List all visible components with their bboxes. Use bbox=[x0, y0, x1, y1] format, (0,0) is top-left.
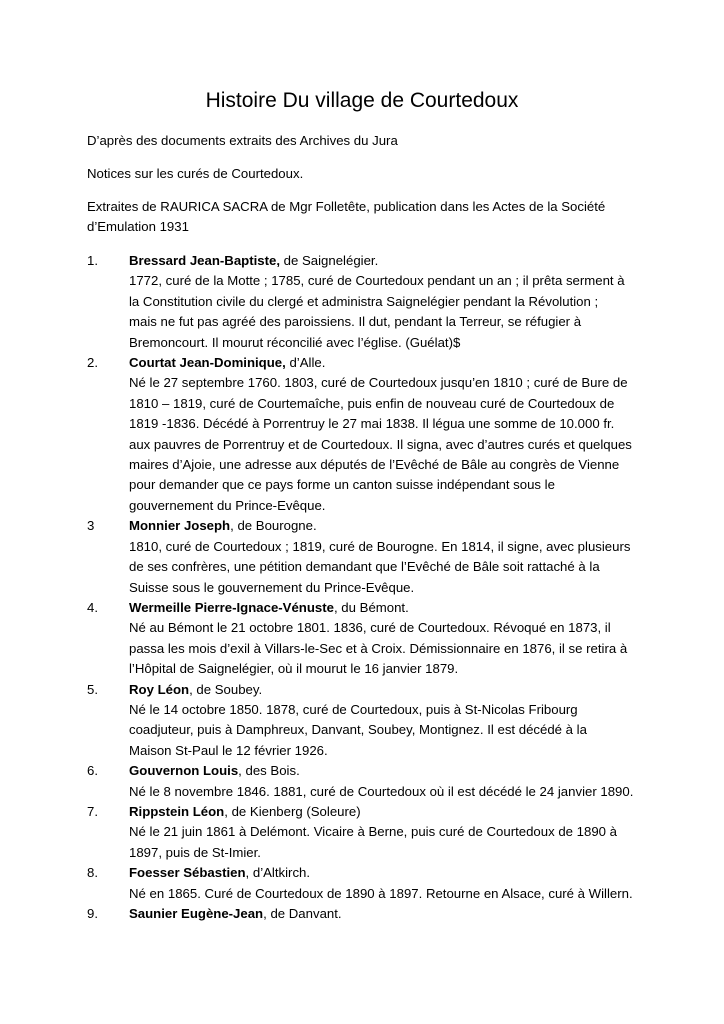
cure-notice-line: coadjuteur, puis à Damphreux, Danvant, Soubey, Montignez. Il est décédé à la bbox=[129, 722, 587, 738]
list-item bbox=[87, 904, 647, 924]
cure-heading bbox=[129, 598, 647, 618]
cure-notice-line: de ses confrères, une pétition demandant que l’Evêché de Bâle soit rattaché à la bbox=[129, 559, 600, 575]
list-item-body bbox=[129, 516, 647, 598]
cure-origin: , des Bois. bbox=[238, 763, 300, 779]
cure-notice-line: gouvernement du Prince-Evêque. bbox=[129, 497, 326, 513]
list-item-number: 5. bbox=[87, 681, 98, 697]
list-item bbox=[87, 761, 647, 802]
cure-origin: , de Bourogne. bbox=[230, 518, 317, 534]
cure-notice-line: Né le 21 juin 1861 à Delémont. Vicaire à Berne, puis curé de Courtedoux de 1890 à bbox=[129, 824, 618, 840]
cure-notice-line: Né le 27 septembre 1760. 1803, curé de Courtedoux jusqu’en 1810 ; curé de Bure de bbox=[129, 375, 628, 391]
list-item bbox=[87, 251, 647, 353]
list-item-number: 9. bbox=[87, 906, 98, 921]
list-item-body bbox=[129, 680, 647, 762]
cure-heading bbox=[129, 863, 647, 883]
cure-notice-line: Maison St-Paul le 12 février 1926. bbox=[129, 742, 328, 758]
cure-notice-line: aux pauvres de Porrentruy et de Courtedoux. Il signa, avec d’autres curés et quelques bbox=[129, 436, 632, 452]
cure-origin: d’Alle. bbox=[285, 355, 326, 371]
cure-name: Wermeille Pierre-Ignace-Vénuste bbox=[129, 599, 334, 615]
cure-name: Foesser Sébastien bbox=[129, 865, 246, 881]
cure-notice-line: Suisse sous le gouvernement du Prince-Evêque. bbox=[129, 579, 415, 595]
cure-origin: de Saignelégier. bbox=[280, 253, 379, 268]
list-item-number: 3 bbox=[87, 518, 95, 534]
cure-notice-line: Bremoncourt. Il mourut réconcilié avec l’église. (Guélat)$ bbox=[129, 334, 461, 350]
cure-origin: , de Danvant. bbox=[263, 906, 342, 921]
cure-heading bbox=[129, 353, 647, 373]
cure-origin: , du Bémont. bbox=[333, 599, 409, 615]
cure-heading bbox=[129, 761, 647, 781]
list-item-number: 4. bbox=[87, 599, 98, 615]
list-item-body bbox=[129, 904, 647, 924]
cure-heading bbox=[129, 516, 647, 536]
list-item-body bbox=[129, 802, 647, 863]
list-item bbox=[87, 802, 647, 863]
cure-name: Saunier Eugène-Jean bbox=[129, 906, 264, 921]
cure-notice-line: la Constitution civile du clergé et administra Saignelégier pendant la Révolution ; bbox=[129, 293, 599, 309]
list-item-body bbox=[129, 598, 647, 680]
cure-notice-line: Né le 8 novembre 1846. 1881, curé de Courtedoux où il est décédé le 24 janvier 1890. bbox=[129, 783, 634, 799]
list-item-number: 2. bbox=[87, 355, 98, 371]
cure-notice-line: Né le 14 octobre 1850. 1878, curé de Courtedoux, puis à St-Nicolas Fribourg bbox=[129, 701, 578, 717]
cure-heading bbox=[129, 802, 647, 822]
list-item bbox=[87, 680, 647, 762]
cure-name: Monnier Joseph bbox=[129, 518, 231, 534]
cure-origin: , de Soubey. bbox=[189, 681, 263, 697]
list-item bbox=[87, 863, 647, 904]
cures-list bbox=[87, 251, 647, 924]
list-item-body bbox=[129, 863, 647, 904]
cure-name: Rippstein Léon bbox=[129, 803, 225, 819]
cure-heading bbox=[129, 251, 647, 271]
list-item-number: 7. bbox=[87, 803, 98, 819]
cure-notice-line: l’Hôpital de Saignelégier, où il mourut le 16 janvier 1879. bbox=[129, 661, 459, 677]
cure-notice-line: pour demander que ce pays forme un canton suisse indépendant sous le bbox=[129, 477, 555, 493]
cure-notice-line: 1810, curé de Courtedoux ; 1819, curé de Bourogne. En 1814, il signe, avec plusieurs bbox=[129, 538, 631, 554]
cure-notice-line: mais ne fut pas agréé des paroissiens. Il dut, pendant la Terreur, se réfugier à bbox=[129, 314, 582, 330]
document-title: Histoire Du village de Courtedoux bbox=[205, 89, 519, 112]
intro-notices: Notices sur les curés de Courtedoux. bbox=[87, 166, 304, 181]
cure-heading bbox=[129, 904, 647, 924]
list-item bbox=[87, 353, 647, 516]
cure-notice-line: 1772, curé de la Motte ; 1785, curé de Courtedoux pendant un an ; il prêta serment à bbox=[129, 273, 625, 289]
cure-notice-line: 1810 – 1819, curé de Courtemaîche, puis enfin de nouveau curé de Courtedoux de bbox=[129, 395, 615, 411]
cure-name: Roy Léon bbox=[129, 681, 190, 697]
list-item bbox=[87, 598, 647, 680]
list-item-body bbox=[129, 761, 647, 802]
list-item-body bbox=[129, 251, 647, 353]
cure-notice-line: Né en 1865. Curé de Courtedoux de 1890 à 1897. Retourne en Alsace, curé à Willern. bbox=[129, 885, 633, 901]
intro-source: D’après des documents extraits des Archives du Jura bbox=[87, 133, 398, 148]
list-item-number: 6. bbox=[87, 763, 98, 779]
cure-name: Courtat Jean-Dominique, bbox=[129, 355, 286, 371]
intro-extract: Extraites de RAURICA SACRA de Mgr Folletête, publication dans les Actes de la Société d’Emulation 1931 bbox=[87, 199, 606, 235]
cure-notice-line: 1897, puis de St-Imier. bbox=[129, 844, 261, 860]
cure-heading bbox=[129, 680, 647, 700]
cure-notice-line: 1819 -1836. Décédé à Porrentruy le 27 mai 1838. Il légua une somme de 10.000 fr. bbox=[129, 416, 615, 432]
cure-origin: , de Kienberg (Soleure) bbox=[224, 803, 361, 819]
cure-name: Gouvernon Louis bbox=[129, 763, 239, 779]
list-item-number: 8. bbox=[87, 865, 98, 881]
cure-notice-line: Né au Bémont le 21 octobre 1801. 1836, curé de Courtedoux. Révoqué en 1873, il bbox=[129, 620, 611, 636]
cure-notice-line: passa les mois d’exil à Villars-le-Sec et à Croix. Démissionnaire en 1876, il se retira à bbox=[129, 640, 628, 656]
list-item-body bbox=[129, 353, 647, 516]
cure-notice-line: maires d’Ajoie, une adresse aux députés de l’Evêché de Bâle au congrès de Vienne bbox=[129, 457, 620, 473]
cure-origin: , d’Altkirch. bbox=[245, 865, 311, 881]
list-item-number: 1. bbox=[87, 253, 98, 268]
cure-name: Bressard Jean-Baptiste, bbox=[129, 253, 280, 268]
list-item bbox=[87, 516, 647, 598]
